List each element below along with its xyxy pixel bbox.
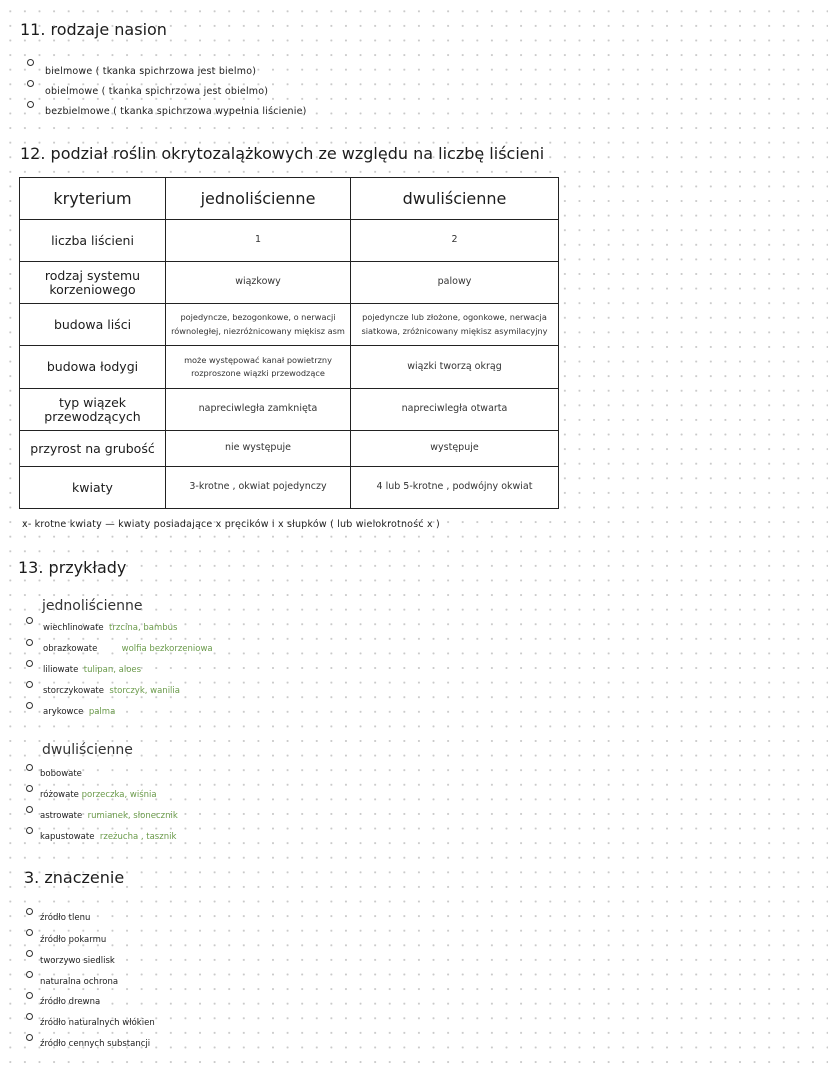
bullet-icon <box>26 971 33 978</box>
significance-item: źródło pokarmu <box>40 935 107 945</box>
row-criterion: liczba liścieni <box>20 220 166 262</box>
row-monocot-value: 1 <box>166 220 351 262</box>
bullet-icon <box>26 1013 33 1020</box>
significance-item: źródło drewna <box>40 997 101 1007</box>
example-item <box>40 769 87 779</box>
bullet-icon <box>26 617 33 624</box>
family-name: arykowce <box>43 707 84 717</box>
seed-type-item: bielmowe ( tkanka spichrzowa jest bielmo) <box>45 66 257 77</box>
row-criterion: kwiaty <box>20 467 166 509</box>
seed-type-item: obielmowe ( tkanka spichrzowa jest obielmo) <box>45 86 269 97</box>
row-dicot-value: palowy <box>351 262 559 304</box>
family-name: liliowate <box>43 665 79 675</box>
comparison-table <box>19 177 559 509</box>
table-header-row <box>20 178 559 220</box>
bullet-icon <box>26 764 33 771</box>
row-dicot-value: występuje <box>351 431 559 467</box>
bullet-icon <box>26 702 33 709</box>
table-row <box>20 389 559 431</box>
family-name: kapustowate <box>40 832 95 842</box>
significance-item: źródło tlenu <box>40 913 91 923</box>
row-monocot-value: może występować kanał powietrzny rozproszone wiązki przewodzące <box>166 346 351 389</box>
bullet-icon <box>27 59 34 66</box>
bullet-icon <box>27 101 34 108</box>
bullet-icon <box>26 660 33 667</box>
header-criterion: kryterium <box>20 178 166 220</box>
seed-type-item: bezbielmowe ( tkanka spichrzowa wypełnia liścienie) <box>45 106 307 117</box>
table-row <box>20 220 559 262</box>
bullet-icon <box>26 1034 33 1041</box>
dicots-subheading: dwuliścienne <box>42 742 133 758</box>
bullet-icon <box>26 806 33 813</box>
bullet-icon <box>26 929 33 936</box>
bullet-icon <box>26 681 33 688</box>
monocots-subheading: jednoliścienne <box>42 598 143 614</box>
family-name: wiechlinowate <box>43 623 104 633</box>
family-name: storczykowate <box>43 686 104 696</box>
family-name: obrazkowate <box>43 644 98 654</box>
significance-item: źródło naturalnych włókien <box>40 1018 155 1028</box>
bullet-icon <box>26 827 33 834</box>
row-criterion: budowa liści <box>20 304 166 346</box>
row-dicot-value: pojedyncze lub złożone, ogonkowe, nerwacja siatkowa, zróżnicowany miękisz asymilacyjny <box>351 304 559 346</box>
row-criterion: typ wiązek przewodzących <box>20 389 166 431</box>
table-row <box>20 467 559 509</box>
row-monocot-value: pojedyncze, bezogonkowe, o nerwacji równoległej, niezróżnicowany miękisz asm <box>166 304 351 346</box>
row-criterion: budowa łodygi <box>20 346 166 389</box>
table-row <box>20 262 559 304</box>
row-monocot-value: wiązkowy <box>166 262 351 304</box>
example-species: rzeżucha , tasznik <box>99 832 177 842</box>
section-12-heading: 12. podział roślin okrytozalążkowych ze względu na liczbę liścieni <box>20 144 545 163</box>
row-dicot-value: wiązki tworzą okrąg <box>351 346 559 389</box>
significance-item: tworzywo siedlisk <box>40 956 115 966</box>
example-item <box>43 707 115 717</box>
example-item <box>43 623 177 633</box>
table-row <box>20 304 559 346</box>
row-monocot-value: napreciwległa zamknięta <box>166 389 351 431</box>
example-species: tulipan, aloes <box>83 665 142 675</box>
example-item <box>43 686 180 696</box>
row-criterion: przyrost na grubość <box>20 431 166 467</box>
row-criterion: rodzaj systemu korzeniowego <box>20 262 166 304</box>
significance-heading: 3. znaczenie <box>24 868 125 887</box>
table-footnote: x- krotne kwiaty — kwiaty posiadające x pręcików i x słupków ( lub wielokrotność x ) <box>22 519 440 530</box>
example-species: rumianek, słonecznik <box>87 811 178 821</box>
row-monocot-value: nie występuje <box>166 431 351 467</box>
bullet-icon <box>26 950 33 957</box>
example-item <box>43 665 141 675</box>
row-dicot-value: napreciwległa otwarta <box>351 389 559 431</box>
header-monocots: jednoliścienne <box>166 178 351 220</box>
section-13-heading: 13. przykłady <box>18 558 127 577</box>
row-dicot-value: 2 <box>351 220 559 262</box>
bullet-icon <box>26 785 33 792</box>
example-item <box>40 832 176 842</box>
bullet-icon <box>26 908 33 915</box>
example-species: wolfia bezkorzeniowa <box>121 644 213 654</box>
header-dicots: dwuliścienne <box>351 178 559 220</box>
row-monocot-value: 3-krotne , okwiat pojedynczy <box>166 467 351 509</box>
family-name: różowate <box>40 790 79 800</box>
example-species: porzeczka, wiśnia <box>81 790 157 800</box>
section-11-heading: 11. rodzaje nasion <box>20 20 167 39</box>
significance-item: źródło cennych substancji <box>40 1039 151 1049</box>
table-row <box>20 431 559 467</box>
example-item <box>40 790 157 800</box>
significance-item: naturalna ochrona <box>40 977 119 987</box>
bullet-icon <box>26 992 33 999</box>
table-row <box>20 346 559 389</box>
bullet-icon <box>27 80 34 87</box>
row-dicot-value: 4 lub 5-krotne , podwójny okwiat <box>351 467 559 509</box>
example-species: trzcina, bambus <box>109 623 178 633</box>
example-species: palma <box>88 707 116 717</box>
family-name: astrowate <box>40 811 83 821</box>
bullet-icon <box>26 639 33 646</box>
example-species: storczyk, wanilia <box>109 686 180 696</box>
family-name: bobowate <box>40 769 82 779</box>
example-item <box>40 811 178 821</box>
example-item <box>43 644 213 654</box>
